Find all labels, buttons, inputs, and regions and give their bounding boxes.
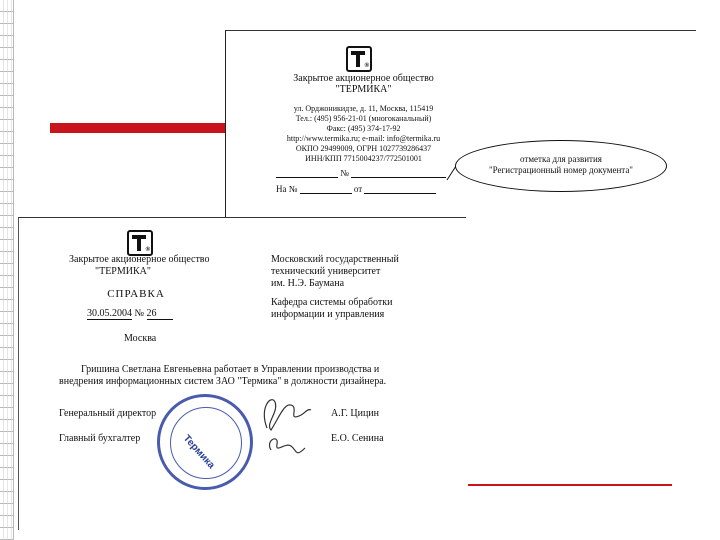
cert-date-row: [87, 308, 173, 320]
letterhead-phone: Тел.: (495) 956-21-01 (многоканальный): [295, 114, 432, 123]
recipient-line5: информации и управления: [271, 309, 385, 320]
letterhead-address: ул. Орджоникидзе, д. 11, Москва, 115419: [293, 104, 434, 113]
letterhead-org-line2: "ТЕРМИКА": [335, 84, 392, 95]
letterhead-inn: ИНН/КПП 7715004237/772501001: [305, 154, 422, 163]
ref-from: от: [353, 184, 363, 194]
cert-number: 26: [147, 308, 173, 320]
letterhead-fax: Факс: (495) 374-17-92: [326, 124, 401, 133]
sig1-name: А.Г. Цицин: [331, 408, 380, 419]
cert-city: Москва: [124, 333, 157, 344]
cert-body-line1: Гришина Светлана Евгеньевна работает в Управлении производства и: [81, 364, 380, 375]
registration-callout: [455, 140, 667, 192]
letterhead-codes: ОКПО 29499009, ОГРН 1027739286437: [295, 144, 432, 153]
number-mark: №: [340, 168, 349, 178]
termika-logo-icon: ®: [346, 46, 372, 72]
cert-org-line2: "ТЕРМИКА": [95, 266, 151, 277]
certificate-document: [18, 217, 466, 530]
sig1-role: Генеральный директор: [59, 408, 157, 419]
cert-title: СПРАВКА: [107, 288, 165, 300]
recipient-line3: им. Н.Э. Баумана: [271, 278, 345, 289]
cert-date: 30.05.2004: [87, 308, 132, 319]
stamp-text: Термика: [180, 433, 217, 472]
callout-line1: отметка для развития: [520, 154, 602, 164]
termika-logo-icon: ®: [127, 230, 153, 256]
letterhead-web: http://www.termika.ru; e-mail: info@termika.ru: [286, 134, 441, 143]
company-stamp: [157, 394, 253, 490]
cert-body-line2: внедрения информационных систем ЗАО "Термика" в должности дизайнера.: [59, 376, 387, 387]
sig2-name: Е.О. Сенина: [331, 433, 384, 444]
cert-org-line1: Закрытое акционерное общество: [69, 254, 210, 265]
accent-red-line: [468, 484, 672, 486]
ref-label: На №: [276, 184, 298, 194]
recipient-line4: Кафедра системы обработки: [271, 297, 393, 308]
recipient-line2: технический университет: [271, 266, 381, 277]
handwritten-signature: [249, 388, 329, 468]
recipient-line1: Московский государственный: [271, 254, 399, 265]
sig2-role: Главный бухгалтер: [59, 433, 141, 444]
letterhead-org-line1: Закрытое акционерное общество: [293, 73, 434, 84]
callout-line2: "Регистрационный номер документа": [489, 165, 633, 175]
cert-number-label: №: [134, 308, 145, 319]
